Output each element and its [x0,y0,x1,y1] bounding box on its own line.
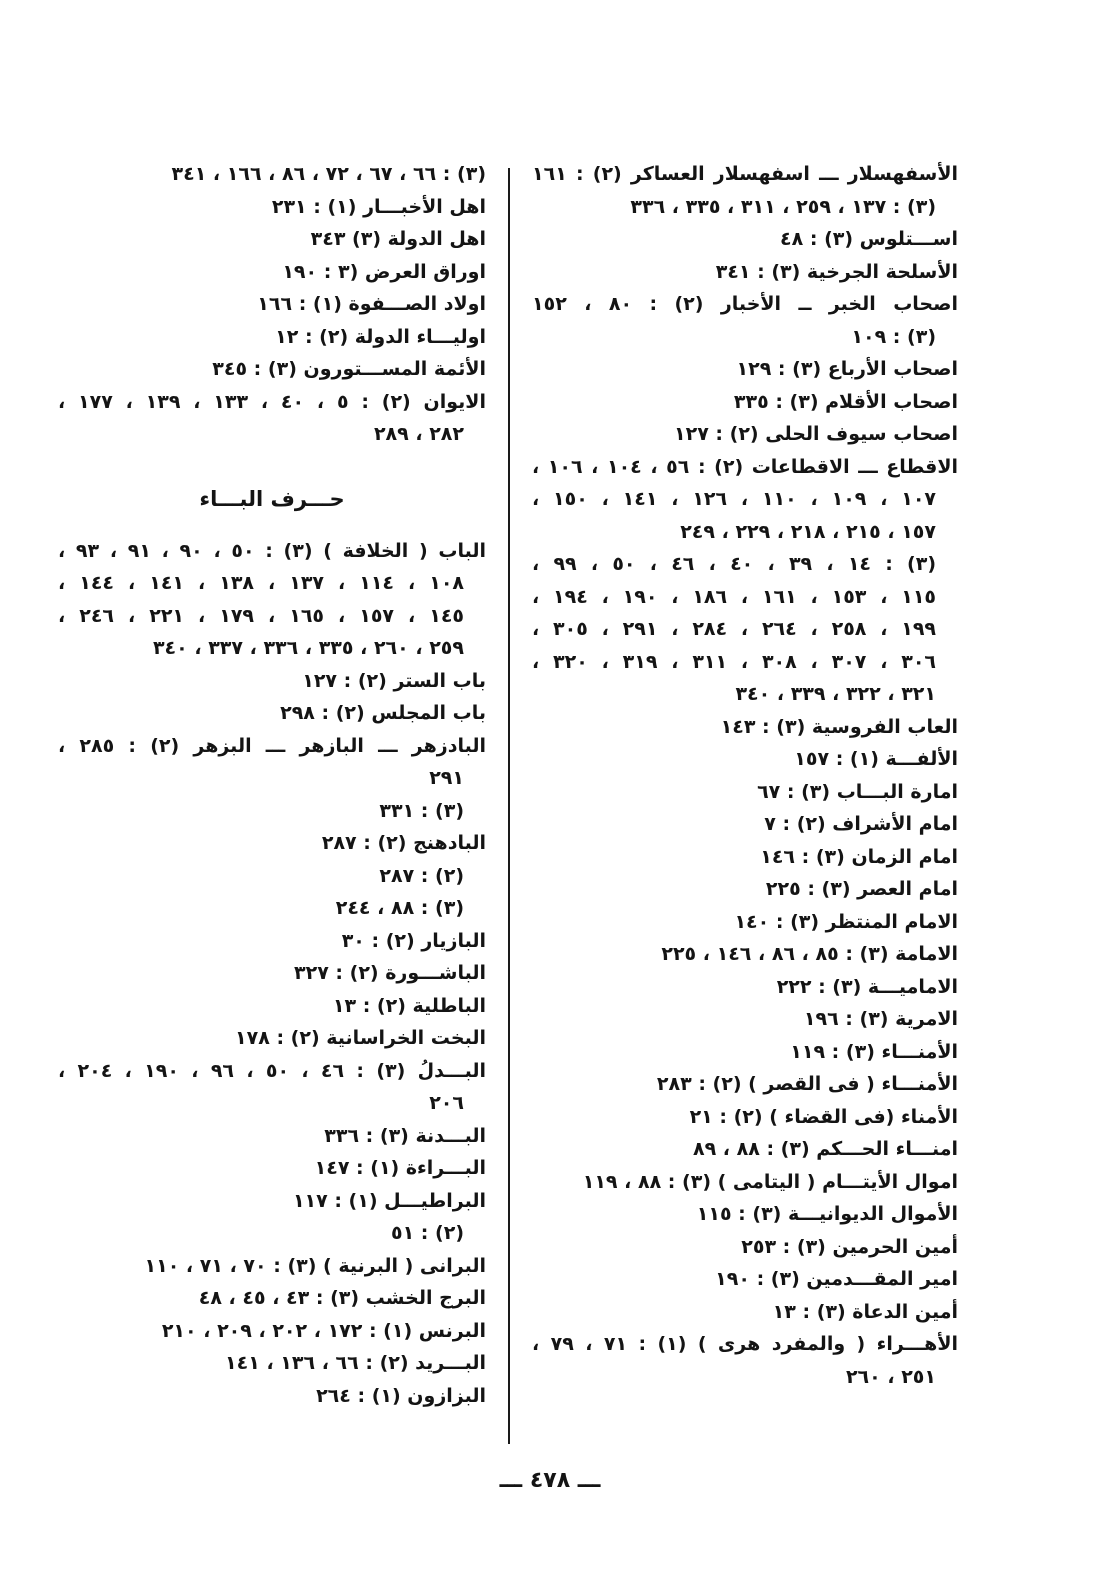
index-entry [58,827,486,925]
entry-headword-line: الأمناء (فى القضاء ) (٢) : ٢١ [689,1105,958,1128]
left-column-bottom [58,535,486,1413]
entry-headword-line: أمين الحرمين (٣) : ٢٥٣ [741,1235,958,1258]
index-entry [532,1003,958,1036]
index-entry [532,1296,958,1329]
entry-headword-line: الايوان (٢) : ٥ ، ٤٠ ، ١٣٣ ، ١٣٩ ، ١٧٧ ، [58,390,486,413]
entry-headword-line: أمين الدعاة (٣) : ١٣ [772,1300,958,1323]
entry-headword-line: الامرية (٣) : ١٩٦ [803,1008,958,1030]
entry-headword-line: (٣) : ٦٦ ، ٦٧ ، ٧٢ ، ٨٦ ، ١٦٦ ، ٣٤١ [171,163,486,185]
entry-continuation-line: (٣) : ١٠٩ [851,325,936,348]
index-entry [532,386,958,419]
entry-headword-line: اصحاب الأرباع (٣) : ١٢٩ [736,358,958,380]
entry-continuation-line: ١٠٨ ، ١١٤ ، ١٣٧ ، ١٣٨ ، ١٤١ ، ١٤٤ ، [58,572,465,594]
index-entry [532,353,958,386]
entry-continuation-line: ٢٠٦ [429,1092,464,1114]
index-entry [58,386,486,451]
entry-headword-line: اهل الأخبـــار (١) : ٢٣١ [271,195,486,218]
section-title: حـــرف البـــاء [199,486,345,511]
entry-headword-line: امنـــاء الحـــكم (٣) : ٨٨ ، ٨٩ [692,1138,958,1160]
index-entry [532,1198,958,1231]
entry-headword-line: البـــريد (٢) : ٦٦ ، ١٣٦ ، ١٤١ [225,1352,486,1374]
entry-continuation-line: ١٠٧ ، ١٠٩ ، ١١٠ ، ١٢٦ ، ١٤١ ، ١٥٠ ، [532,488,937,510]
entry-continuation-line: ١١٥ ، ١٥٣ ، ١٦١ ، ١٨٦ ، ١٩٠ ، ١٩٤ ، [532,585,937,608]
entry-headword-line: اصحاب الأقلام (٣) : ٣٣٥ [733,390,958,413]
index-entry [58,1380,486,1413]
entry-continuation-line: ٢٥٩ ، ٢٦٠ ، ٣٣٥ ، ٣٣٦ ، ٣٣٧ ، ٣٤٠ [152,637,464,659]
index-entry [532,906,958,939]
index-entry [58,223,486,256]
index-entry [532,711,958,744]
entry-headword-line: الباب ( الخلافة ) (٣) : ٥٠ ، ٩٠ ، ٩١ ، ٩٣ ، [58,539,487,562]
entry-headword-line: اصحاب الخبر ــ الأخبار (٢) : ٨٠ ، ١٥٢ [532,293,958,315]
index-entry [58,1152,486,1185]
entry-headword-line: اهل الدولة (٣) ٣٤٣ [310,228,486,250]
index-entry [532,938,958,971]
entry-headword-line: الأمنـــاء ( فى القصر ) (٢) : ٢٨٣ [656,1073,958,1095]
entry-headword-line: الأسفهسلار ـــ اسفهسلار العساكر (٢) : ١٦١ [532,163,958,185]
index-entry [58,288,486,321]
index-entry [58,1315,486,1348]
entry-headword-line: الامامة (٣) : ٨٥ ، ٨٦ ، ١٤٦ ، ٢٢٥ [661,943,958,965]
index-entry [58,353,486,386]
entry-headword-line: البرج الخشب (٣) : ٤٣ ، ٤٥ ، ٤٨ [198,1287,486,1309]
index-entry [58,957,486,990]
entry-headword-line: اســـتلوس (٣) : ٤٨ [780,228,958,250]
index-entry [532,1068,958,1101]
entry-headword-line: امام الزمان (٣) : ١٤٦ [760,845,958,868]
entry-headword-line: الباشـــورة (٢) : ٣٢٧ [294,962,486,984]
entry-headword-line: البراطيـــل (١) : ١١٧ [292,1189,486,1212]
index-entry [532,971,958,1004]
index-entry [58,191,486,224]
entry-headword-line: اوليـــاء الدولة (٢) : ١٢ [275,325,486,348]
entry-headword-line: البادهنج (٢) : ٢٨٧ [321,832,486,854]
index-entry [532,1101,958,1134]
entry-headword-line: اولاد الصـــفوة (١) : ١٦٦ [257,293,486,315]
entry-continuation-line: ٢٨٢ ، ٢٨٩ [373,423,464,445]
index-entry [58,1120,486,1153]
entry-continuation-line: (٣) : ٣٣١ [379,799,464,822]
entry-headword-line: امام العصر (٣) : ٢٢٥ [765,878,958,900]
index-entry [532,256,958,289]
left-column [58,158,486,1412]
entry-headword-line: العاب الفروسية (٣) : ١٤٣ [720,715,958,738]
entry-continuation-line: ١٤٥ ، ١٥٧ ، ١٦٥ ، ١٧٩ ، ٢٢١ ، ٢٤٦ ، [58,604,465,627]
entry-continuation-line: (٣) : ١٣٧ ، ٢٥٩ ، ٣١١ ، ٣٣٥ ، ٣٣٦ [630,195,936,218]
entry-headword-line: البخت الخراسانية (٢) : ١٧٨ [235,1027,486,1049]
index-entry [58,665,486,698]
index-entry [58,1185,486,1250]
entry-headword-line: الأئمة المســـتورون (٣) : ٣٤٥ [212,358,486,380]
index-entry [532,288,958,353]
entry-headword-line: البـــدنة (٣) : ٣٣٦ [324,1124,486,1147]
entry-continuation-line: (٢) : ٥١ [390,1222,464,1244]
index-entry [58,535,486,665]
right-column [532,158,958,1393]
index-entry [532,418,958,451]
left-column-top [58,158,486,451]
index-entry [532,1263,958,1296]
entry-headword-line: البزازون (١) : ٢٦٤ [316,1384,486,1407]
entry-headword-line: البادزهر ـــ البازهر ـــ البزهر (٢) : ٢٨٥ ، [58,734,487,757]
index-entry [532,1166,958,1199]
entry-continuation-line: (٣) : ٨٨ ، ٢٤٤ [335,897,464,919]
index-entry [532,451,958,711]
entry-headword-line: البازيار (٢) : ٣٠ [341,929,486,952]
entry-headword-line: الأهـــراء ( والمفرد هرى ) (١) : ٧١ ، ٧٩ ، [532,1333,958,1355]
entry-headword-line: باب المجلس (٢) : ٢٩٨ [280,702,486,724]
entry-headword-line: الاماميـــة (٣) : ٢٢٢ [776,975,958,998]
entry-headword-line: اموال الأيتـــام ( اليتامى ) (٣) : ٨٨ ، ١١٩ [582,1170,958,1193]
index-entry [532,158,958,223]
entry-headword-line: الألفـــة (١) : ١٥٧ [794,748,958,770]
index-entry [532,1036,958,1069]
entry-headword-line: الامام المنتظر (٣) : ١٤٠ [734,910,958,933]
entry-headword-line: الأمنـــاء (٣) : ١١٩ [790,1040,958,1063]
entry-headword-line: البرانى ( البرنية ) (٣) : ٧٠ ، ٧١ ، ١١٠ [144,1254,486,1277]
entry-headword-line: الباطلية (٢) : ١٣ [332,994,486,1017]
entry-headword-line: باب الستر (٢) : ١٢٧ [302,669,486,692]
index-entry [58,1347,486,1380]
index-entry [532,223,958,256]
entry-headword-line: البـــدلُ (٣) : ٤٦ ، ٥٠ ، ٩٦ ، ١٩٠ ، ٢٠٤ ، [58,1059,486,1082]
entry-continuation-line: ٣٠٦ ، ٣٠٧ ، ٣٠٨ ، ٣١١ ، ٣١٩ ، ٣٢٠ ، [532,650,937,673]
index-entry [532,1328,958,1393]
entry-headword-line: امام الأشراف (٢) : ٧ [764,813,958,835]
entry-headword-line: الأسلحة الجرخية (٣) : ٣٤١ [715,260,958,283]
entry-continuation-line: ١٩٩ ، ٢٥٨ ، ٢٦٤ ، ٢٨٤ ، ٢٩١ ، ٣٠٥ ، [532,618,937,640]
index-entry [58,256,486,289]
entry-continuation-line: ٢٩١ [429,767,464,789]
index-entry [58,1055,486,1120]
index-entry [58,1250,486,1283]
index-entry [532,776,958,809]
index-entry [58,925,486,958]
index-entry [532,873,958,906]
entry-headword-line: البـــراءة (١) : ١٤٧ [314,1157,486,1179]
entry-headword-line: اوراق العرض (٣ : ١٩٠ [282,260,486,283]
column-divider [508,168,510,1444]
index-entry [58,990,486,1023]
entry-headword-line: الاقطاع ـــ الاقطاعات (٢) : ٥٦ ، ١٠٤ ، ١٠٦ ، [532,455,959,478]
entry-continuation-line: (٣) : ١٤ ، ٣٩ ، ٤٠ ، ٤٦ ، ٥٠ ، ٩٩ ، [532,553,937,575]
index-entry [532,841,958,874]
index-entry [532,808,958,841]
index-entry [58,1022,486,1055]
index-entry [532,1133,958,1166]
index-entry [58,730,486,828]
entry-headword-line: اصحاب سيوف الحلى (٢) : ١٢٧ [674,423,958,445]
index-entry [58,697,486,730]
entry-headword-line: امير المقـــدمين (٣) : ١٩٠ [715,1268,958,1290]
entry-continuation-line: (٢) : ٢٨٧ [379,864,464,887]
page-number: ـــ ٤٧٨ ـــ [499,1468,601,1493]
entry-continuation-line: ١٥٧ ، ٢١٥ ، ٢١٨ ، ٢٢٩ ، ٢٤٩ [680,520,936,543]
entry-continuation-line: ٢٥١ ، ٢٦٠ [845,1365,936,1388]
entry-headword-line: امارة البـــاب (٣) : ٦٧ [757,780,958,803]
index-entry [58,158,486,191]
index-entry [58,1282,486,1315]
index-entry [532,1231,958,1264]
entry-headword-line: البرنس (١) : ١٧٢ ، ٢٠٢ ، ٢٠٩ ، ٢١٠ [161,1319,486,1342]
index-entry [532,743,958,776]
index-entry [58,321,486,354]
entry-continuation-line: ٣٢١ ، ٣٢٢ ، ٣٣٩ ، ٣٤٠ [735,683,936,705]
entry-headword-line: الأموال الديوانيـــة (٣) : ١١٥ [696,1203,958,1225]
